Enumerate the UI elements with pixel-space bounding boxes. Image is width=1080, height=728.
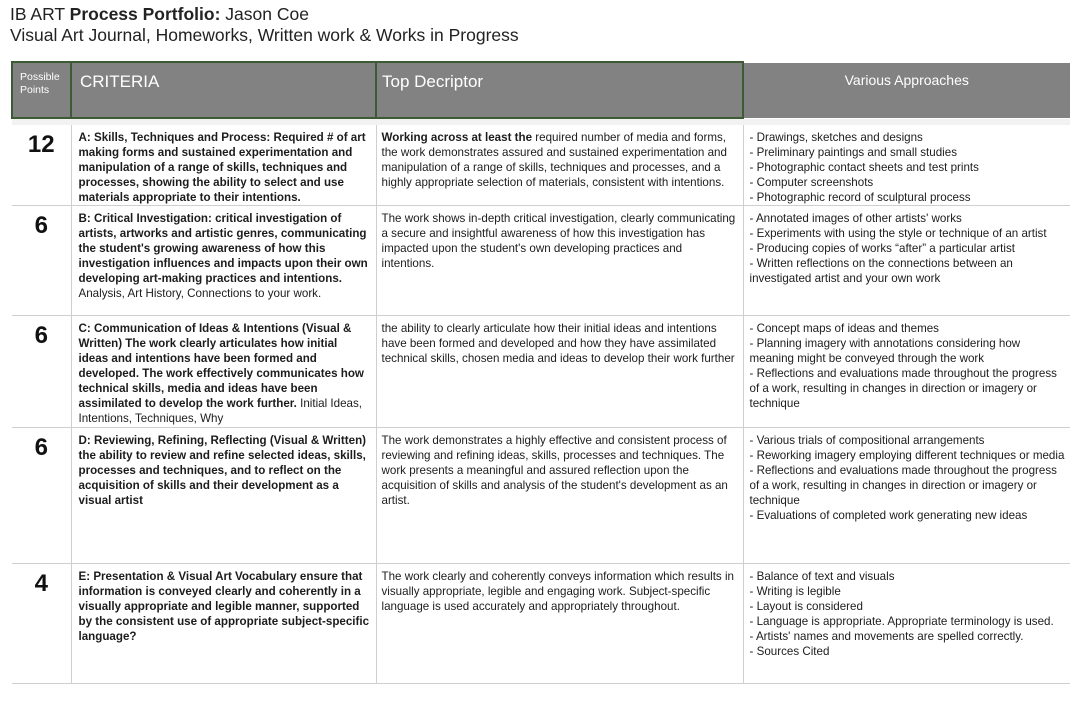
approach-item: - Balance of text and visuals (749, 570, 895, 583)
top-descriptor-text (377, 316, 743, 366)
header-top-label: Top Decriptor (382, 72, 484, 91)
top-descriptor-text (377, 564, 743, 614)
criteria-bold: A: Skills, Techniques and Process: Required # of art making forms and sustained experimentation and manipulation of a range of skills, techniques and processes, showing the ability to select and use materials appropriate to their intentions. (78, 131, 366, 204)
criteria-cell (71, 316, 376, 428)
title-bold: Process Portfolio: (69, 4, 221, 24)
rubric-body (12, 118, 1070, 684)
criteria-text (72, 125, 376, 205)
top-descriptor-cell (376, 125, 743, 206)
page-subtitle: Visual Art Journal, Homeworks, Written work & Works in Progress (10, 25, 519, 45)
approach-item: - Preliminary paintings and small studies (749, 146, 957, 159)
criteria-cell (71, 125, 376, 206)
approaches-list (744, 428, 1071, 523)
top-descriptor-text (377, 125, 743, 190)
approach-item: - Annotated images of other artists' works (749, 212, 962, 225)
approach-item: - Writing is legible (749, 585, 841, 598)
page-title (10, 4, 519, 25)
approaches-cell (743, 206, 1070, 316)
points-cell (12, 206, 71, 316)
points-value: 6 (34, 434, 48, 461)
approach-item: - Photographic contact sheets and test prints (749, 161, 979, 174)
criteria-bold: B: Critical Investigation: critical investigation of artists, artworks and artistic genres, communicating the student's growing awareness of how this investigation influences and impacts upon their own developing art-making practices and intentions. (78, 212, 368, 285)
approach-item: - Reflections and evaluations made throughout the progress of a work, resulting in changes in direction or imagery or technique (749, 464, 1057, 507)
top-descriptor-cell (376, 428, 743, 564)
table-row (12, 125, 1070, 206)
top-descriptor-cell (376, 564, 743, 684)
approach-item: - Reworking imagery employing different techniques or media (749, 449, 1065, 462)
approach-item: - Various trials of compositional arrangements (749, 434, 985, 447)
header-spacer (12, 118, 1070, 125)
approach-item: - Experiments with using the style or technique of an artist (749, 227, 1047, 240)
top-descriptor-plain: The work clearly and coherently conveys information which results in visually appropriate, legible and engaging work. Subject-specific language is used accurately and appropriately throughout. (381, 570, 734, 613)
approaches-list (744, 125, 1071, 205)
top-descriptor-plain: the ability to clearly articulate how their initial ideas and intentions have been formed and developed and how they have assimilated technical skills, chosen media and ideas to develop their work further (381, 322, 735, 365)
approaches-list (744, 564, 1071, 659)
criteria-text (72, 428, 376, 508)
approach-item: - Layout is considered (749, 600, 863, 613)
table-row (12, 428, 1070, 564)
criteria-cell (71, 428, 376, 564)
approach-item: - Producing copies of works “after” a particular artist (749, 242, 1015, 255)
criteria-bold: E: Presentation & Visual Art Vocabulary ensure that information is conveyed clearly and coherently in a visually appropriate and legible manner, supported by the consistent use of appropriate subject-specific language? (78, 570, 370, 643)
approach-item: - Reflections and evaluations made throughout the progress of a work, resulting in changes in direction or imagery or technique (749, 367, 1057, 410)
points-cell (12, 564, 71, 684)
top-descriptor-plain: The work demonstrates a highly effective and consistent process of reviewing and refining ideas, skills, processes and techniques. The work presents a meaningful and assured reflection upon the acquisition of skills and analysis of the student's development as an artist. (381, 434, 728, 507)
top-descriptor-plain: required number of media and forms, the work demonstrates assured and sustained experimentation and manipulation of a range of skills, techniques and processes, and a highly appropriate selection of materials, consistent with intentions. (381, 131, 727, 189)
top-descriptor-cell (376, 206, 743, 316)
header-approaches-label: Various Approaches (844, 71, 969, 88)
approaches-list (744, 316, 1071, 411)
table-row (12, 206, 1070, 316)
criteria-text (72, 206, 376, 301)
document-header (10, 4, 519, 46)
header-top-descriptor (376, 62, 743, 118)
student-name: Jason Coe (220, 4, 309, 24)
header-approaches (743, 62, 1070, 118)
criteria-plain: Initial Ideas, Intentions, Techniques, Why (78, 397, 362, 425)
points-cell (12, 316, 71, 428)
header-points (12, 62, 71, 118)
criteria-bold: C: Communication of Ideas & Intentions (Visual & Written) The work clearly articulates how initial ideas and intentions have been formed and developed. The work effectively communicates how technical skills, media and ideas have been assimilated to develop the work further. (78, 322, 364, 410)
approach-item: - Drawings, sketches and designs (749, 131, 923, 144)
top-descriptor-text (377, 428, 743, 508)
points-value: 4 (34, 570, 48, 597)
points-cell (12, 125, 71, 206)
approaches-list (744, 206, 1071, 286)
table-row (12, 316, 1070, 428)
approaches-cell (743, 316, 1070, 428)
approach-item: - Evaluations of completed work generating new ideas (749, 509, 1028, 522)
approaches-cell (743, 428, 1070, 564)
criteria-text (72, 316, 376, 426)
points-value: 12 (27, 131, 55, 158)
header-row (12, 62, 1070, 118)
approach-item: - Written reflections on the connections between an investigated artist and your own work (749, 257, 1013, 285)
approach-item: - Artists' names and movements are spelled correctly. (749, 630, 1024, 643)
approaches-cell (743, 125, 1070, 206)
header-points-label: Possible Points (20, 71, 60, 96)
approaches-cell (743, 564, 1070, 684)
criteria-plain: Analysis, Art History, Connections to your work. (78, 287, 322, 300)
top-descriptor-cell (376, 316, 743, 428)
approach-item: - Concept maps of ideas and themes (749, 322, 939, 335)
approach-item: - Computer screenshots (749, 176, 874, 189)
criteria-bold: D: Reviewing, Refining, Reflecting (Visual & Written) the ability to review and refine selected ideas, skills, processes and techniques, and to reflect on the acquisition of skills and their development as a visual artist (78, 434, 367, 507)
points-cell (12, 428, 71, 564)
rubric-table (11, 61, 1071, 684)
points-value: 6 (34, 212, 48, 239)
title-prefix: IB ART (10, 4, 70, 24)
approach-item: - Photographic record of sculptural process (749, 191, 971, 204)
top-descriptor-text (377, 206, 743, 271)
top-descriptor-bold: Working across at least the (381, 131, 533, 144)
criteria-text (72, 564, 376, 644)
table-row (12, 564, 1070, 684)
header-criteria (71, 62, 376, 118)
header-criteria-label: CRITERIA (80, 72, 160, 91)
approach-item: - Language is appropriate. Appropriate terminology is used. (749, 615, 1054, 628)
approach-item: - Sources Cited (749, 645, 830, 658)
points-value: 6 (34, 322, 48, 349)
criteria-cell (71, 206, 376, 316)
criteria-cell (71, 564, 376, 684)
top-descriptor-plain: The work shows in-depth critical investigation, clearly communicating a secure and insightful awareness of how this investigation has impacted upon the student's own developing practices and intentions. (381, 212, 736, 270)
approach-item: - Planning imagery with annotations considering how meaning might be conveyed through the work (749, 337, 1021, 365)
